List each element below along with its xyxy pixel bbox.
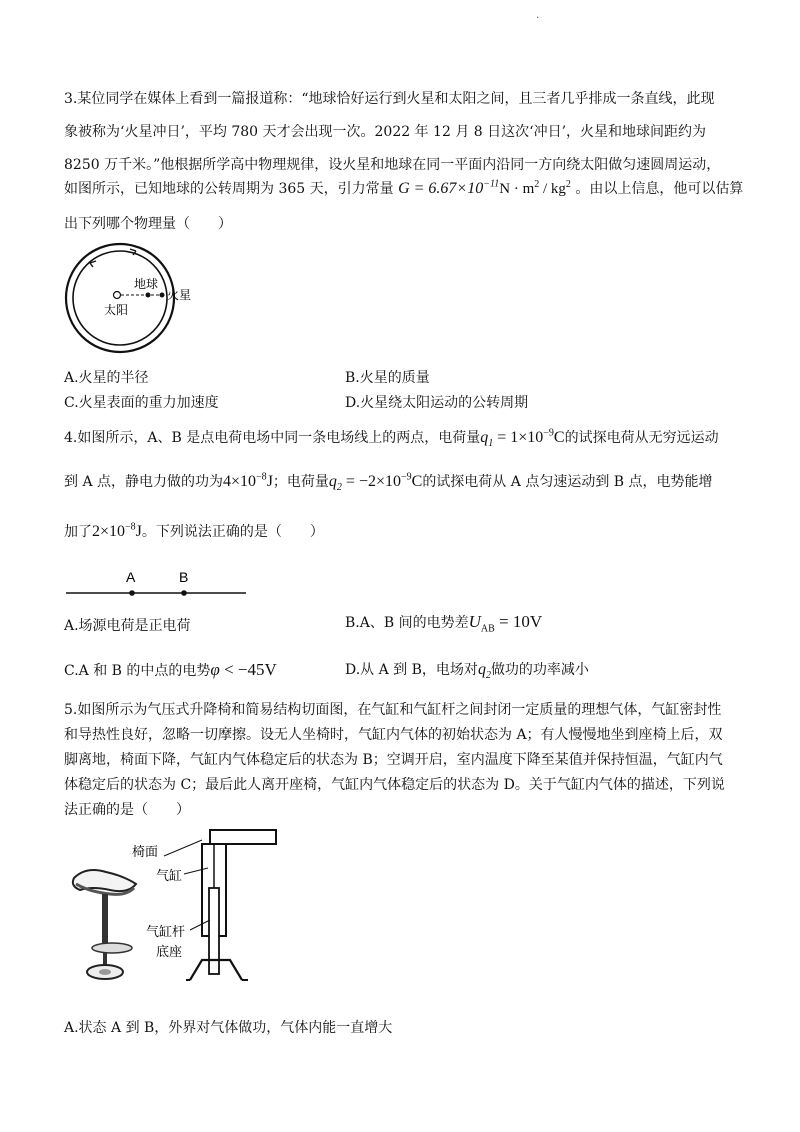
work-value: $4\times 10^{-8}J$ <box>223 471 273 490</box>
q3-option-b: B.火星的质量 <box>345 370 430 386</box>
q4-line-3: 加了$2\times 10^{-8}J$。下列说法正确的是（ ） <box>64 521 324 540</box>
page-mark: . <box>536 10 540 21</box>
field-line-diagram <box>64 566 248 600</box>
earth-dot <box>146 293 151 298</box>
point-b-dot <box>181 590 187 596</box>
q5-line-4: 体稳定后的状态为 C；最后此人离开座椅，气缸内气体稳定后的状态为 D。关于气缸内气体的描述，下列说 <box>64 777 725 793</box>
q3-option-c: C.火星表面的重力加速度 <box>64 395 219 411</box>
point-a-dot <box>129 590 135 596</box>
q4-line-1: 4.如图所示，A、B 是点电荷电场中同一条电场线上的两点，电荷量$q_1 = 1\times 10^{-9}C$的试探电荷从无穷远运动 <box>64 427 719 450</box>
seat-label: 椅面 <box>132 845 159 860</box>
q4-option-a: A.场源电荷是正电荷 <box>64 618 191 634</box>
q4-line-2: 到 A 点，静电力做的功为$4\times 10^{-8}J$；电荷量$q_2 = -2\times 10^{-9}C$的试探电荷从 A 点匀速运动到 B 点，电势能增 <box>64 471 713 494</box>
point-a-label: A <box>126 569 136 585</box>
orbit-diagram <box>64 241 194 355</box>
cylinder-section-diagram <box>130 828 280 988</box>
seat-plate <box>210 830 276 844</box>
base-label: 底座 <box>156 945 183 960</box>
q3-option-a: A.火星的半径 <box>64 370 149 386</box>
q3-line-4 <box>64 179 743 199</box>
q3-line-2: 象被称为‘火星冲日’，平均 780 天才会出现一次。2022 年 12 月 8 日这次‘冲日’，火星和地球间距约为 <box>64 124 707 140</box>
q5-option-a: A.状态 A 到 B，外界对气体做功，气体内能一直增大 <box>64 1020 393 1036</box>
q3-line-5: 出下列哪个物理量（ ） <box>64 216 232 232</box>
q5-line-2: 和导热性良好，忽略一切摩擦。设无人坐椅时，气缸内气体的初始状态为 A；有人慢慢地坐到座椅上后，双 <box>64 727 723 743</box>
mars-dot <box>160 293 165 298</box>
earth-orbit <box>73 251 167 345</box>
gravity-constant-expr: $G = 6.67\times 10^{-11}$ <box>398 178 500 197</box>
q4-option-c: C.A 和 B 的中点的电势φ < −45V <box>64 660 277 679</box>
cylinder-label: 气缸 <box>156 869 183 884</box>
point-b-label: B <box>179 569 189 585</box>
mars-label: 火星 <box>167 288 192 302</box>
q3-line-1: 3.某位同学在媒体上看到一篇报道称：“地球恰好运行到火星和太阳之间，且三者几乎排成一条直线，此现 <box>64 91 715 107</box>
q3-option-d: D.火星绕太阳运动的公转周期 <box>345 395 529 411</box>
mars-orbit-arrow <box>130 249 136 251</box>
charge-q1: $q_1$ <box>480 429 494 450</box>
q4-option-b: B.A、B 间的电势差$U_{AB} = 10V$ <box>345 612 543 635</box>
chair-column-icon <box>102 894 108 946</box>
potential-difference: $U_{AB}$ <box>468 612 495 635</box>
energy-value: $2\times 10^{-8}J$ <box>92 521 142 540</box>
chair-footrest-icon <box>92 943 132 953</box>
charge-q2-ref: $q_2$ <box>477 661 491 682</box>
mars-orbit <box>66 244 174 352</box>
q4-option-d: D.从 A 到 B，电场对$q_2$做功的功率减小 <box>345 661 589 682</box>
q5-line-1: 5.如图所示为气压式升降椅和简易结构切面图，在气缸和气缸杆之间封闭一定质量的理想气体，气缸密封性 <box>64 702 722 718</box>
q5-line-3: 脚离地，椅面下降，气缸内气体稳定后的状态为 B；空调开启，室内温度下降至某值并保持恒温，气缸内气 <box>64 752 723 768</box>
seat-pointer <box>164 840 202 856</box>
q3-line-4-tail: 。由以上信息，他可以估算 <box>575 181 744 197</box>
sun-icon <box>114 292 121 299</box>
q5-line-5: 法正确的是（ ） <box>64 802 190 818</box>
rod-label: 气缸杆 <box>146 925 186 940</box>
q3-line-4-text: 如图所示，已知地球的公转周期为 365 天，引力常量 <box>64 181 394 197</box>
q3-line-3: 8250 万千米。”他根据所学高中物理规律，设火星和地球在同一平面内沿同一方向绕太阳做匀速圆周运动， <box>64 157 721 173</box>
gravity-constant-unit: $N \cdot m^2 / kg^2$ <box>499 179 571 197</box>
potential-symbol: φ <box>210 660 220 679</box>
charge-q2: $q_2$ <box>328 473 342 494</box>
earth-label: 地球 <box>134 277 159 291</box>
sun-label: 太阳 <box>104 303 129 317</box>
